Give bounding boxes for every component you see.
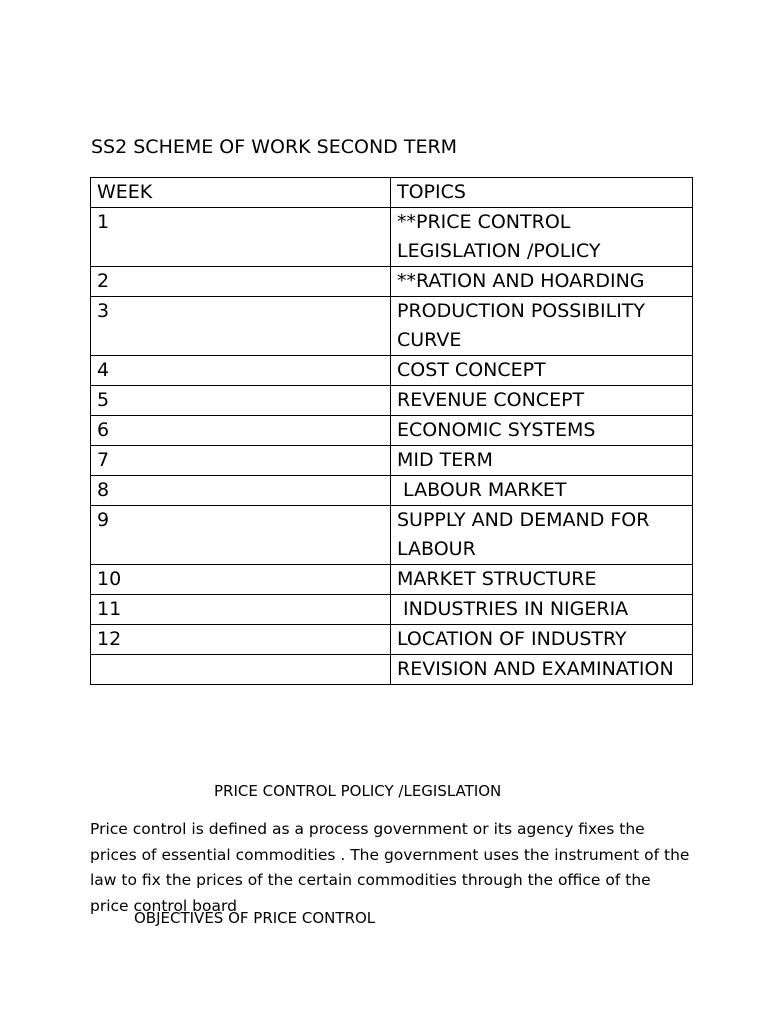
table-header-row (91, 178, 693, 208)
header-week: WEEK (91, 178, 391, 208)
week-cell: 12 (91, 625, 391, 655)
table-row (91, 446, 693, 476)
topic-cell: COST CONCEPT (391, 356, 693, 386)
week-cell: 5 (91, 386, 391, 416)
week-cell: 10 (91, 565, 391, 595)
table-row (91, 595, 693, 625)
table-row (91, 208, 693, 267)
topic-cell: MID TERM (391, 446, 693, 476)
section-heading: PRICE CONTROL POLICY /LEGISLATION (214, 782, 502, 800)
table-row (91, 356, 693, 386)
table-row (91, 416, 693, 446)
table-row (91, 476, 693, 506)
table-row (91, 267, 693, 297)
topic-cell: LOCATION OF INDUSTRY (391, 625, 693, 655)
topic-cell: ECONOMIC SYSTEMS (391, 416, 693, 446)
table-row (91, 506, 693, 565)
week-cell: 7 (91, 446, 391, 476)
topic-cell: MARKET STRUCTURE (391, 565, 693, 595)
page-title: SS2 SCHEME OF WORK SECOND TERM (91, 136, 458, 158)
table-row (91, 655, 693, 685)
week-cell: 11 (91, 595, 391, 625)
week-cell: 1 (91, 208, 391, 267)
week-cell: 2 (91, 267, 391, 297)
sub-heading: OBJECTIVES OF PRICE CONTROL (134, 909, 376, 927)
topic-cell: REVISION AND EXAMINATION (391, 655, 693, 685)
topic-cell: **PRICE CONTROL LEGISLATION /POLICY (391, 208, 693, 267)
table-row (91, 386, 693, 416)
header-topics: TOPICS (391, 178, 693, 208)
week-cell (91, 655, 391, 685)
table-row (91, 565, 693, 595)
week-cell: 6 (91, 416, 391, 446)
table-row (91, 297, 693, 356)
topic-cell: LABOUR MARKET (391, 476, 693, 506)
body-paragraph: Price control is defined as a process government or its agency fixes the prices of essential commodities . The government uses the instrument of the law to fix the prices of the certain commodities through the office of the price control board (90, 820, 690, 915)
topic-cell: INDUSTRIES IN NIGERIA (391, 595, 693, 625)
table-row (91, 625, 693, 655)
topic-cell: **RATION AND HOARDING (391, 267, 693, 297)
week-cell: 9 (91, 506, 391, 565)
week-cell: 3 (91, 297, 391, 356)
topic-cell: PRODUCTION POSSIBILITY CURVE (391, 297, 693, 356)
week-cell: 4 (91, 356, 391, 386)
scheme-table (90, 177, 693, 685)
topic-cell: SUPPLY AND DEMAND FOR LABOUR (391, 506, 693, 565)
topic-cell: REVENUE CONCEPT (391, 386, 693, 416)
week-cell: 8 (91, 476, 391, 506)
